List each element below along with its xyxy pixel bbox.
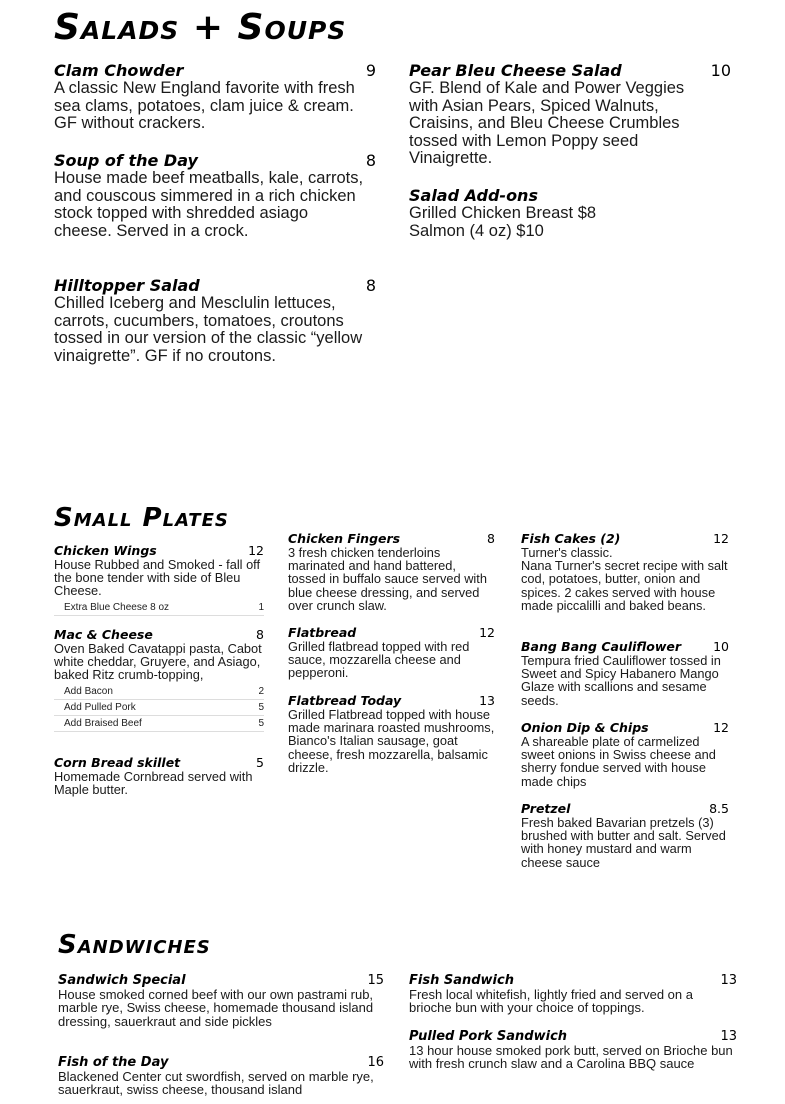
item-price: 12 [479, 625, 495, 640]
item-price: 5 [256, 755, 264, 770]
addon-name: Extra Blue Cheese 8 oz [64, 601, 170, 613]
sandwiches-heading: Sandwiches [58, 930, 211, 960]
menu-item-bang-bang-cauliflower [521, 639, 729, 707]
item-price: 10 [713, 639, 729, 654]
addon-row [54, 700, 264, 716]
menu-item-fish-cakes [521, 531, 729, 612]
menu-item-flatbread [288, 625, 495, 680]
item-name: Pulled Pork Sandwich [409, 1029, 568, 1044]
item-name: Hilltopper Salad [54, 276, 200, 295]
addon-row [54, 716, 264, 732]
item-description: 3 fresh chicken tenderloins marinated and hand battered, tossed in buffalo sauce served with blue cheese dressing, and served over crunch slaw. [288, 545, 487, 613]
addon-name: Add Pulled Pork [64, 701, 136, 713]
item-description: A shareable plate of carmelized sweet onions in Swiss cheese and sherry fondue served with house made chips [521, 734, 716, 789]
addon-name: Add Braised Beef [64, 717, 142, 729]
addons-heading: Salad Add-ons [409, 186, 538, 205]
addon-row [54, 600, 264, 616]
item-name: Mac & Cheese [54, 627, 153, 642]
menu-item-pulled-pork-sandwich [409, 1029, 737, 1071]
addon-chicken: Grilled Chicken Breast $8 [409, 204, 597, 222]
item-price: 15 [367, 973, 384, 988]
item-name: Chicken Wings [54, 543, 157, 558]
item-name: Soup of the Day [54, 151, 198, 170]
item-description: Grilled flatbread topped with red sauce, mozzarella cheese and pepperoni. [288, 639, 470, 681]
addon-price: 2 [258, 685, 264, 697]
addon-row [54, 684, 264, 700]
item-name: Pretzel [521, 801, 571, 816]
menu-item-flatbread-today [288, 693, 495, 774]
item-name: Corn Bread skillet [54, 755, 181, 770]
item-name: Fish Sandwich [409, 973, 514, 988]
menu-item-corn-bread-skillet [54, 755, 264, 796]
menu-item-mac-cheese [54, 627, 264, 732]
item-name: Flatbread [288, 625, 357, 640]
item-name: Bang Bang Cauliflower [521, 639, 682, 654]
salad-addons [409, 186, 731, 240]
item-price: 8 [365, 151, 376, 170]
item-description: House made beef meatballs, kale, carrots, and couscous simmered in a rich chicken stock topped with shredded asiago cheese. Served in a crock. [54, 169, 364, 240]
item-description: Blackened Center cut swordfish, served on marble rye, sauerkraut, swiss cheese, thousand island [58, 1070, 374, 1098]
item-description: Homemade Cornbread served with Maple butter. [54, 769, 253, 798]
menu-item-pear-bleu-cheese-salad [409, 61, 731, 168]
item-description: Grilled Flatbread topped with house made marinara roasted mushrooms, Bianco's Italian sausage, goat cheese, fresh mozzarella, balsamic drizzle. [288, 707, 495, 775]
addon-price: 1 [258, 601, 264, 613]
item-name: Pear Bleu Cheese Salad [409, 61, 622, 80]
item-price: 12 [713, 531, 729, 546]
menu-item-onion-dip-chips [521, 720, 729, 788]
item-description: 13 hour house smoked pork butt, served on Brioche bun with fresh crunch slaw and a Carolina BBQ sauce [409, 1043, 733, 1072]
item-price: 8 [487, 531, 495, 546]
item-description: House smoked corned beef with our own pastrami rub, marble rye, Swiss cheese, homemade thousand island dressing, sauerkraut and side pickles [58, 987, 374, 1029]
item-description: Fresh baked Bavarian pretzels (3) brushed with butter and salt. Served with honey mustard and warm cheese sauce [521, 815, 726, 870]
item-description: A classic New England favorite with fresh sea clams, potatoes, clam juice & cream. GF without crackers. [54, 79, 355, 132]
menu-item-pretzel [521, 801, 729, 869]
item-price: 13 [479, 693, 495, 708]
addon-salmon: Salmon (4 oz) $10 [409, 221, 544, 240]
item-price: 16 [367, 1055, 384, 1070]
menu-item-chicken-wings [54, 543, 264, 616]
item-price: 10 [710, 61, 731, 80]
menu-item-fish-of-the-day [58, 1055, 384, 1104]
item-description: Chilled Iceberg and Mesclulin lettuces, carrots, cucumbers, tomatoes, croutons tossed in our version of the classic “yellow vinaigrette”. GF if no croutons. [54, 294, 363, 365]
item-price: 8 [256, 627, 264, 642]
small-plates-heading: Small Plates [54, 503, 229, 533]
item-name: Sandwich Special [58, 973, 186, 988]
menu-item-hilltopper-salad [54, 276, 376, 365]
item-price: 12 [248, 543, 264, 558]
item-name: Chicken Fingers [288, 531, 401, 546]
item-name: Fish Cakes (2) [521, 531, 621, 546]
item-description: Oven Baked Cavatappi pasta, Cabot white cheddar, Gruyere, and Asiago, baked Ritz crumb-topping, [54, 641, 262, 683]
menu-item-soup-of-the-day [54, 151, 376, 240]
item-description: Fresh local whitefish, lightly fried and served on a brioche bun with your choice of toppings. [409, 987, 693, 1016]
item-description: House Rubbed and Smoked - fall off the bone tender with side of Bleu Cheese. [54, 557, 261, 599]
menu-item-chicken-fingers [288, 531, 495, 612]
menu-item-fish-sandwich [409, 973, 737, 1015]
item-name: Flatbread Today [288, 693, 402, 708]
item-price: 13 [720, 1029, 737, 1044]
item-price: 12 [713, 720, 729, 735]
addon-price: 5 [258, 701, 264, 713]
menu-item-clam-chowder [54, 61, 376, 133]
item-name: Clam Chowder [54, 61, 184, 80]
item-name: Fish of the Day [58, 1055, 169, 1070]
addon-name: Add Bacon [64, 685, 113, 697]
menu-item-sandwich-special [58, 973, 384, 1028]
item-description: Tempura fried Cauliflower tossed in Sweet and Spicy Habanero Mango Glaze with scallions and sesame seeds. [521, 653, 721, 708]
salads-soups-heading: Salads + Soups [54, 7, 347, 48]
item-description: GF. Blend of Kale and Power Veggies with Asian Pears, Spiced Walnuts, Craisins, and Bleu Cheese Crumbles tossed with Lemon Poppy seed Vinaigrette. [409, 79, 685, 167]
item-name: Onion Dip & Chips [521, 720, 649, 735]
item-price: 9 [365, 61, 376, 80]
item-price: 8 [365, 276, 376, 295]
item-price: 13 [720, 973, 737, 988]
addon-price: 5 [258, 717, 264, 729]
item-description: Turner's classic. Nana Turner's secret recipe with salt cod, potatoes, butter, onion and spices. 2 cakes served with house made piccalilli and baked beans. [521, 545, 728, 613]
item-price: 8.5 [709, 801, 729, 816]
